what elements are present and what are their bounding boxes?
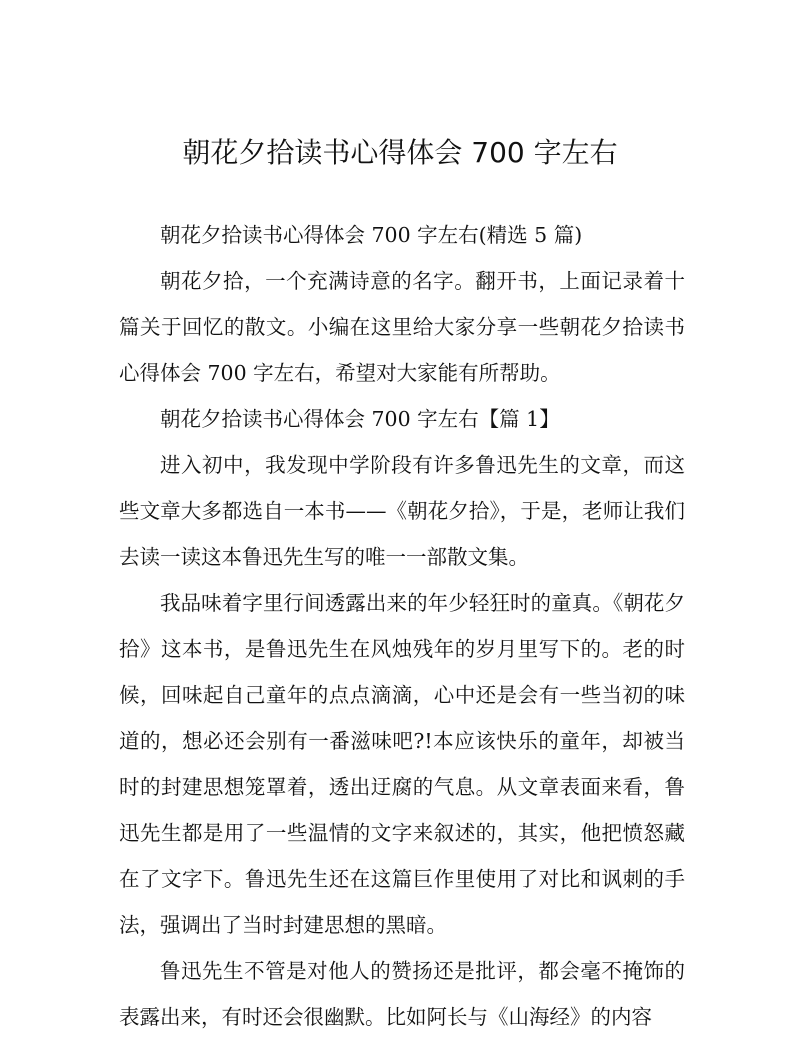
- section-heading-part-1: 朝花夕拾读书心得体会 700 字左右【篇 1】: [160, 407, 560, 431]
- paragraph-1: 进入初中，我发现中学阶段有许多鲁迅先生的文章，而这些文章大多都选自一本书——《朝花夕拾》，于是，老师让我们去读一读这本鲁迅先生写的唯一一部散文集。: [119, 453, 685, 569]
- paragraph-intro: 朝花夕拾，一个充满诗意的名字。翻开书，上面记录着十篇关于回忆的散文。小编在这里给大家分享一些朝花夕拾读书心得体会 700 字左右，希望对大家能有所帮助。: [119, 269, 685, 385]
- document-title: 朝花夕拾读书心得体会 700 字左右: [182, 136, 618, 169]
- paragraph-2: 我品味着字里行间透露出来的年少轻狂时的童真。《朝花夕拾》这本书，是鲁迅先生在风烛残年的岁月里写下的。老的时候，回味起自己童年的点点滴滴，心中还是会有一些当初的味道的，想必还会别有一番滋味吧?!本应该快乐的童年，却被当时的封建思想笼罩着，透出迂腐的气息。从文章表面来看，鲁迅先生都是用了一些温情的文字来叙述的，其实，他把愤怒藏在了文字下。鲁迅先生还在这篇巨作里使用了对比和讽刺的手法，强调出了当时封建思想的黑暗。: [119, 591, 685, 937]
- document-body: [119, 212, 685, 1040]
- paragraph-3: 鲁迅先生不管是对他人的赞扬还是批评，都会毫不掩饰的表露出来，有时还会很幽默。比如阿长与《山海经》的内容: [119, 959, 685, 1029]
- paragraph-subtitle: 朝花夕拾读书心得体会 700 字左右(精选 5 篇): [160, 223, 583, 247]
